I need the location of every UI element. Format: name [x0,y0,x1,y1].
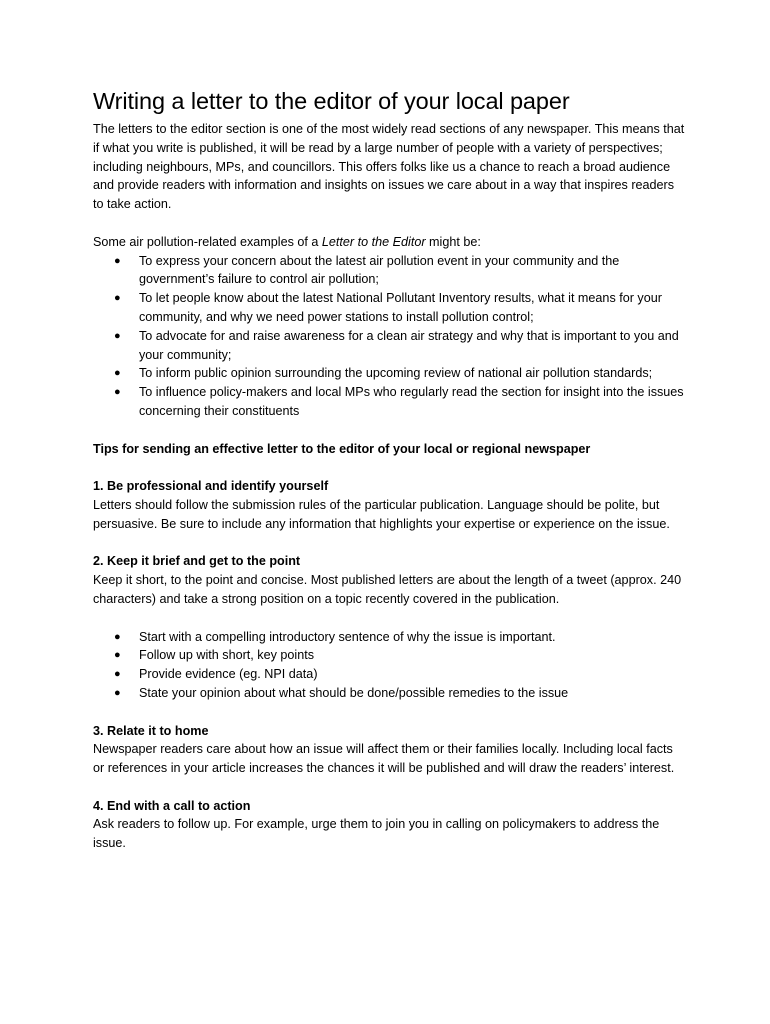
tips-heading: Tips for sending an effective letter to the editor of your local or regional newspaper [93,441,591,456]
bullet-icon: ● [114,254,121,267]
list-item: ● To let people know about the latest National Pollutant Inventory results, what it means for your community, and why we need power stations to install pollution control; [114,291,662,324]
bullet-icon: ● [114,386,121,399]
examples-lead-italic: Letter to the Editor [321,234,426,249]
tip-2-heading: 2. Keep it brief and get to the point [93,554,301,569]
bullet-icon: ● [114,649,121,662]
list-item: ● To influence policy-makers and local MPs who regularly read the section for insight into the issues concerning their constituents [114,385,684,418]
bullet-icon: ● [114,292,121,305]
list-item: ● To inform public opinion surrounding the upcoming review of national air pollution standards; [93,364,686,383]
tip-4-body: Ask readers to follow up. For example, urge them to join you in calling on policymakers to address the issue. [93,817,660,851]
bullet-icon: ● [114,329,121,342]
list-item: ● Start with a compelling introductory sentence of why the issue is important. [93,628,686,647]
tip-1-heading: 1. Be professional and identify yourself [93,479,329,494]
list-item: ● Provide evidence (eg. NPI data) [93,665,686,684]
page-title: Writing a letter to the editor of your local paper [93,88,570,114]
examples-lead-after: might be: [425,234,481,249]
bullet-icon: ● [114,367,121,380]
tip-3-heading: 3. Relate it to home [93,723,209,738]
list-item: ● To advocate for and raise awareness for a clean air strategy and why that is important to you and your community; [114,328,679,362]
bullet-icon: ● [114,686,121,699]
list-item: ● State your opinion about what should be done/possible remedies to the issue [93,684,686,703]
tip-1-body: Letters should follow the submission rules of the particular publication. Language should be polite, but persuasive. Be sure to include any information that highlights your expertise or experience on the issue. [93,497,670,531]
examples-list [93,252,686,421]
examples-lead-before: Some air pollution-related examples of a [93,234,322,249]
bullet-icon: ● [114,630,121,643]
tip-3-body: Newspaper readers care about how an issue will affect them or their families locally. Including local facts or references in your article increases the chances it will be published and will draw the readers’ interest. [93,742,675,776]
list-item: ● To express your concern about the latest air pollution event in your community and the government’s failure to control air pollution; [114,253,620,287]
tip-4-heading: 4. End with a call to action [93,798,251,813]
tip-2-body: Keep it short, to the point and concise. Most published letters are about the length of a tweet (approx. 240 characters) and take a strong position on a topic recently covered in the publication. [93,573,682,606]
tip-2-list [93,628,686,703]
intro-paragraph: The letters to the editor section is one of the most widely read sections of any newspaper. This means that if what you write is published, it will be read by a large number of people with a variety of perspectives; including neighbours, MPs, and councillors. This offers folks like us a chance to reach a broad audience and provide readers with information and insights on issues we care about in a way that inspires readers to take action. [93,122,685,212]
list-item: ● Follow up with short, key points [93,646,686,665]
examples-lead [93,233,686,252]
bullet-icon: ● [114,668,121,681]
